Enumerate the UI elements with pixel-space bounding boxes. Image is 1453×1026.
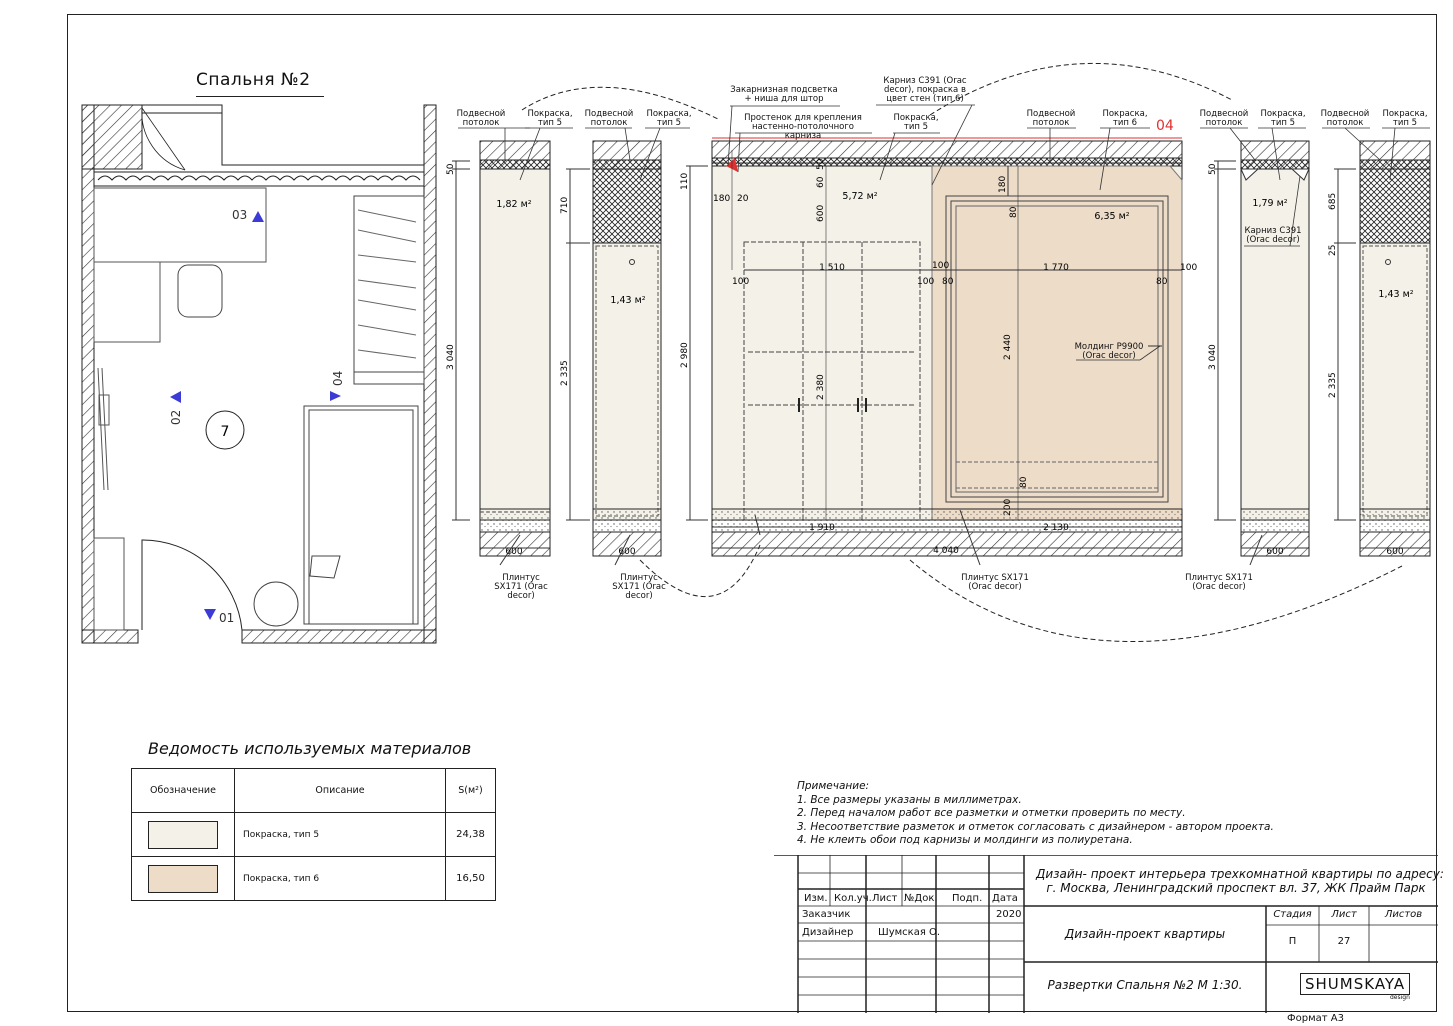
col-kolwch: Кол.уч. (834, 893, 872, 904)
e04a-label-ceiling: Подвесной потолок (1199, 109, 1249, 128)
elevation-02 (566, 141, 661, 565)
e02-label-paint: Покраска, тип 5 (646, 109, 692, 128)
table-row (132, 813, 496, 857)
e03-label-cornice-light: Закарнизная подсветка + ниша для штор (730, 85, 838, 104)
customer-label: Заказчик (802, 909, 851, 920)
plan-wall-top-left (82, 105, 142, 169)
e04b-area: 1,43 м² (1378, 289, 1414, 300)
e01-label-paint: Покраска, тип 5 (527, 109, 573, 128)
e01-label-plinth: Плинтус SX171 (Orac decor) (494, 573, 548, 601)
project-line1: Дизайн- проект интерьера трехкомнатной квартиры по адресу: (1036, 867, 1444, 881)
e04b-label-paint: Покраска, тип 5 (1382, 109, 1428, 128)
e03-dim-100d: 100 (1180, 263, 1198, 273)
e04a-area: 1,79 м² (1252, 198, 1288, 209)
e03-area-left: 5,72 м² (842, 191, 878, 202)
plan-wall-bottom-right (242, 630, 436, 643)
e03-dim-60: 60 (816, 176, 826, 188)
view-label-03: 03 (232, 208, 248, 222)
e03-dim-2130: 2 130 (1043, 523, 1069, 533)
e03-dim-2380: 2 380 (816, 374, 826, 400)
e03-dim-20: 20 (737, 194, 749, 204)
logo: SHUMSKAYA (1300, 973, 1410, 995)
e01-dim-50: 50 (446, 163, 456, 175)
note-item: 3. Несоответствие разметок и отметок согласовать с дизайнером - автором проекта. (797, 820, 1274, 833)
e04b-label-ceiling: Подвесной потолок (1320, 109, 1370, 128)
e03-dim-180: 180 (713, 194, 731, 204)
materials-header-row (132, 769, 496, 813)
col-data: Дата (992, 893, 1018, 904)
e03-label-cornice: Карниз C391 (Orac decor), покраска в цвет стен (тип 6) (883, 76, 967, 104)
col-podp: Подп. (952, 893, 983, 904)
plan-curtain (98, 176, 420, 180)
swatch-paint5 (148, 821, 218, 849)
e03-label-molding: Молдинг P9900 (Orac decor) (1074, 342, 1144, 361)
e03-dim-80a: 80 (1009, 206, 1019, 218)
view-marker-03-icon (252, 211, 264, 222)
plan-wall-left (82, 105, 94, 643)
designer-label: Дизайнер (802, 927, 854, 938)
e03-dim-100c: 100 (932, 261, 950, 271)
stage-header: Стадия (1273, 909, 1312, 920)
e02-area: 1,43 м² (610, 295, 646, 306)
format-label: Формат А3 (1287, 1013, 1344, 1024)
room-title: Спальня №2 (196, 70, 311, 90)
plan-desk (94, 188, 266, 262)
materials-header-area: S(м²) (446, 769, 496, 813)
materials-row-description: Покраска, тип 6 (235, 857, 446, 901)
year: 2020 (996, 909, 1022, 920)
e03-label-paint6: Покраска, тип 6 (1102, 109, 1148, 128)
view-label-04: 04 (331, 370, 345, 386)
project-line2: г. Москва, Ленинградский проспект вл. 37, ЖК Прайм Парк (1046, 881, 1426, 895)
e04b-dim-25: 25 (1328, 244, 1338, 256)
notes-title: Примечание: (797, 780, 870, 792)
elevation-04b (1334, 141, 1430, 556)
e04a-label-plinth: Плинтус SX171 (Orac decor) (1185, 573, 1253, 592)
note-item: 2. Перед началом работ все разметки и отметки проверить по месту. (797, 807, 1186, 820)
e03-dim-2440: 2 440 (1003, 334, 1013, 360)
e03-dim-2980: 2 980 (680, 342, 690, 368)
plan-wall-right (424, 105, 436, 643)
plan-chair (178, 265, 222, 317)
e03-label-paint5: Покраска, тип 5 (893, 113, 939, 132)
e02-dim-600: 600 (618, 547, 636, 557)
title-block (774, 855, 1444, 1013)
materials-row-area: 24,38 (446, 813, 496, 857)
e04a-label-paint: Покраска, тип 5 (1260, 109, 1306, 128)
e03-area-right: 6,35 м² (1094, 211, 1130, 222)
e03-dim-1770: 1 770 (1043, 263, 1069, 273)
view-label-01: 01 (219, 611, 235, 625)
e03-dim-1910: 1 910 (809, 523, 835, 533)
e03-dim-100a: 100 (732, 277, 750, 287)
col-list: Лист (872, 893, 898, 904)
designer-name: Шумская О. (878, 927, 941, 938)
e02-label-ceiling: Подвесной потолок (584, 109, 634, 128)
notes (797, 780, 1274, 848)
materials-header-description: Описание (235, 769, 446, 813)
e04b-dim-2335: 2 335 (1328, 372, 1338, 398)
e04b-dim-685: 685 (1328, 192, 1338, 210)
e03-dim-80d: 80 (1019, 476, 1029, 488)
e02-dim-2335: 2 335 (560, 360, 570, 386)
e03-dim-50: 50 (816, 158, 826, 170)
e03-view-marker: 04 (1156, 118, 1174, 134)
stage-value: П (1288, 936, 1297, 947)
view-label-02: 02 (169, 409, 183, 425)
e03-dim-180b: 180 (998, 175, 1008, 193)
e03-dim-100b: 100 (917, 277, 935, 287)
note-item: 4. Не клеить обои под карнизы и молдинги из полиуретана. (797, 834, 1133, 847)
e03-dim-600: 600 (816, 204, 826, 222)
e02-dim-710: 710 (560, 196, 570, 214)
e03-label-partition: Простенок для крепления настенно-потолочного карниза (744, 113, 862, 141)
drawing-title: Развертки Спальня №2 М 1:30. (1047, 978, 1243, 992)
view-marker-04-icon (330, 391, 341, 401)
plan-wardrobe (354, 196, 424, 384)
e04a-dim-3040: 3 040 (1208, 344, 1218, 370)
plan-wall-bottom-left (82, 630, 138, 643)
sheet-header: Лист (1331, 909, 1357, 920)
plan-bed (304, 406, 418, 624)
project-type: Дизайн-проект квартиры (1064, 927, 1226, 941)
e02-label-plinth: Плинтус SX171 (Orac decor) (612, 573, 666, 601)
e04a-label-cornice: Карниз C391 (Orac decor) (1244, 226, 1302, 245)
materials-table (131, 768, 496, 901)
e01-dim-3040: 3 040 (446, 344, 456, 370)
e04b-dim-600: 600 (1386, 547, 1404, 557)
floor-plan (82, 105, 436, 643)
e03-dim-110: 110 (680, 172, 690, 190)
swatch-paint6 (148, 865, 218, 893)
e03-label-plinth: Плинтус SX171 (Orac decor) (961, 573, 1029, 592)
plan-nightstand (254, 582, 298, 626)
view-marker-01-icon (204, 609, 216, 620)
e03-dim-200: 200 (1003, 498, 1013, 516)
e01-dim-600: 600 (505, 547, 523, 557)
logo-sub: design (1390, 994, 1410, 1001)
note-item: 1. Все размеры указаны в миллиметрах. (797, 793, 1022, 806)
e01-label-ceiling: Подвесной потолок (456, 109, 506, 128)
e03-dim-4040: 4 040 (933, 546, 959, 556)
sheets-header: Листов (1384, 909, 1423, 920)
materials-header-designation: Обозначение (132, 769, 235, 813)
e03-dim-1510: 1 510 (819, 263, 845, 273)
materials-row-area: 16,50 (446, 857, 496, 901)
e03-dim-80c: 80 (1156, 277, 1168, 287)
e01-area: 1,82 м² (496, 199, 532, 210)
e03-dim-80b: 80 (942, 277, 954, 287)
sheet-number: 27 (1337, 936, 1351, 947)
table-row (132, 857, 496, 901)
col-ndok: №Док. (904, 893, 938, 904)
e03-label-ceiling: Подвесной потолок (1026, 109, 1076, 128)
plan-room-number: 7 (220, 424, 230, 440)
materials-title: Ведомость используемых материалов (148, 739, 472, 758)
e04a-dim-50: 50 (1208, 163, 1218, 175)
e04a-dim-600: 600 (1266, 547, 1284, 557)
col-izm: Изм. (804, 893, 828, 904)
materials-row-description: Покраска, тип 5 (235, 813, 446, 857)
view-marker-02-icon (170, 391, 181, 403)
